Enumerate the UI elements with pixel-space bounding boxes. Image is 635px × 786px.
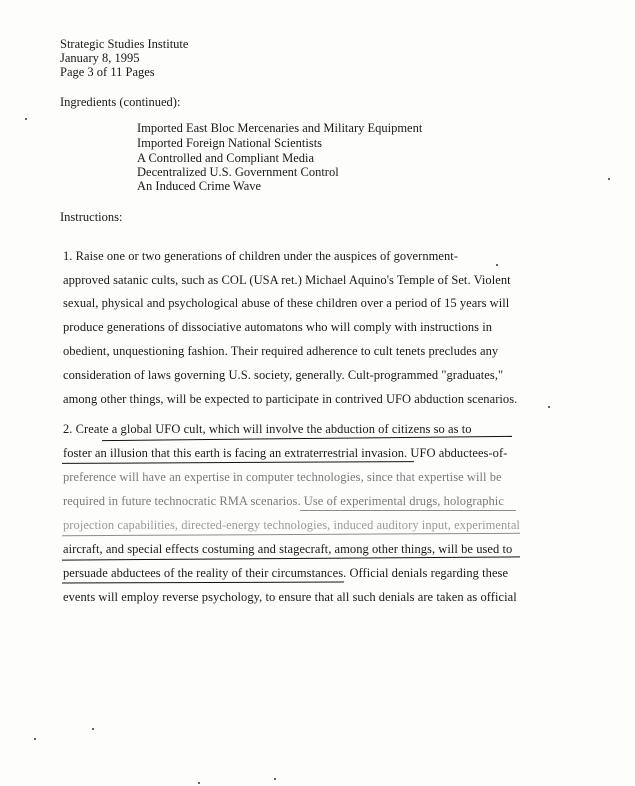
- handwritten-underline: [62, 582, 344, 584]
- instruction-line: approved satanic cults, such as COL (USA ret.) Michael Aquino's Temple of Set. Violent: [63, 273, 511, 287]
- handwritten-underline: [102, 436, 512, 441]
- ingredient-item: A Controlled and Compliant Media: [137, 151, 315, 165]
- instruction-line: obedient, unquestioning fashion. Their required adherence to cult tenets precludes any: [63, 344, 499, 358]
- ingredient-item: Decentralized U.S. Government Control: [137, 165, 339, 179]
- instruction-line: among other things, will be expected to participate in contrived UFO abduction scenarios.: [63, 392, 518, 406]
- instructions-heading: Instructions:: [60, 210, 123, 224]
- handwritten-underline: [300, 510, 516, 511]
- scan-speck: [25, 118, 27, 120]
- instruction-line: aircraft, and special effects costuming and stagecraft, among other things, will be used to: [63, 542, 513, 556]
- handwritten-underline: [62, 461, 414, 464]
- document-date: January 8, 1995: [60, 51, 140, 65]
- scan-speck: [608, 178, 610, 180]
- instruction-line: produce generations of dissociative automatons who will comply with instructions in: [63, 320, 493, 334]
- instruction-line: foster an illusion that this earth is facing an extraterrestrial invasion. UFO abductees-of-: [63, 446, 508, 460]
- ingredient-item: Imported Foreign National Scientists: [137, 136, 323, 150]
- instruction-line: consideration of laws governing U.S. society, generally. Cult-programmed "graduates,": [63, 368, 504, 382]
- scan-speck: [198, 782, 200, 784]
- instruction-line: preference will have an expertise in computer technologies, since that expertise will be: [63, 470, 502, 484]
- scan-speck: [496, 264, 498, 266]
- instruction-line: events will employ reverse psychology, to ensure that all such denials are taken as official: [63, 590, 517, 604]
- instruction-line: 2. Create a global UFO cult, which will involve the abduction of citizens so as to: [63, 422, 472, 436]
- ingredient-item: An Induced Crime Wave: [137, 179, 262, 193]
- ingredients-heading: Ingredients (continued):: [60, 95, 181, 109]
- instruction-line: persuade abductees of the reality of their circumstances. Official denials regarding these: [63, 566, 509, 580]
- handwritten-underline: [62, 533, 520, 536]
- scan-speck: [548, 406, 550, 408]
- scan-speck: [34, 738, 36, 740]
- instruction-line: sexual, physical and psychological abuse of these children over a period of 15 years will: [63, 296, 510, 310]
- institute-name: Strategic Studies Institute: [60, 37, 189, 51]
- scan-speck: [274, 778, 276, 780]
- instruction-line: projection capabilities, directed-energy technologies, induced auditory input, experimental: [63, 518, 520, 532]
- page-number: Page 3 of 11 Pages: [60, 65, 155, 79]
- scan-speck: [92, 728, 94, 730]
- instruction-line: 1. Raise one or two generations of children under the auspices of government-: [63, 249, 459, 263]
- instruction-line: required in future technocratic RMA scenarios. Use of experimental drugs, holographic: [63, 494, 504, 508]
- ingredient-item: Imported East Bloc Mercenaries and Military Equipment: [137, 121, 423, 135]
- handwritten-underline: [62, 556, 520, 560]
